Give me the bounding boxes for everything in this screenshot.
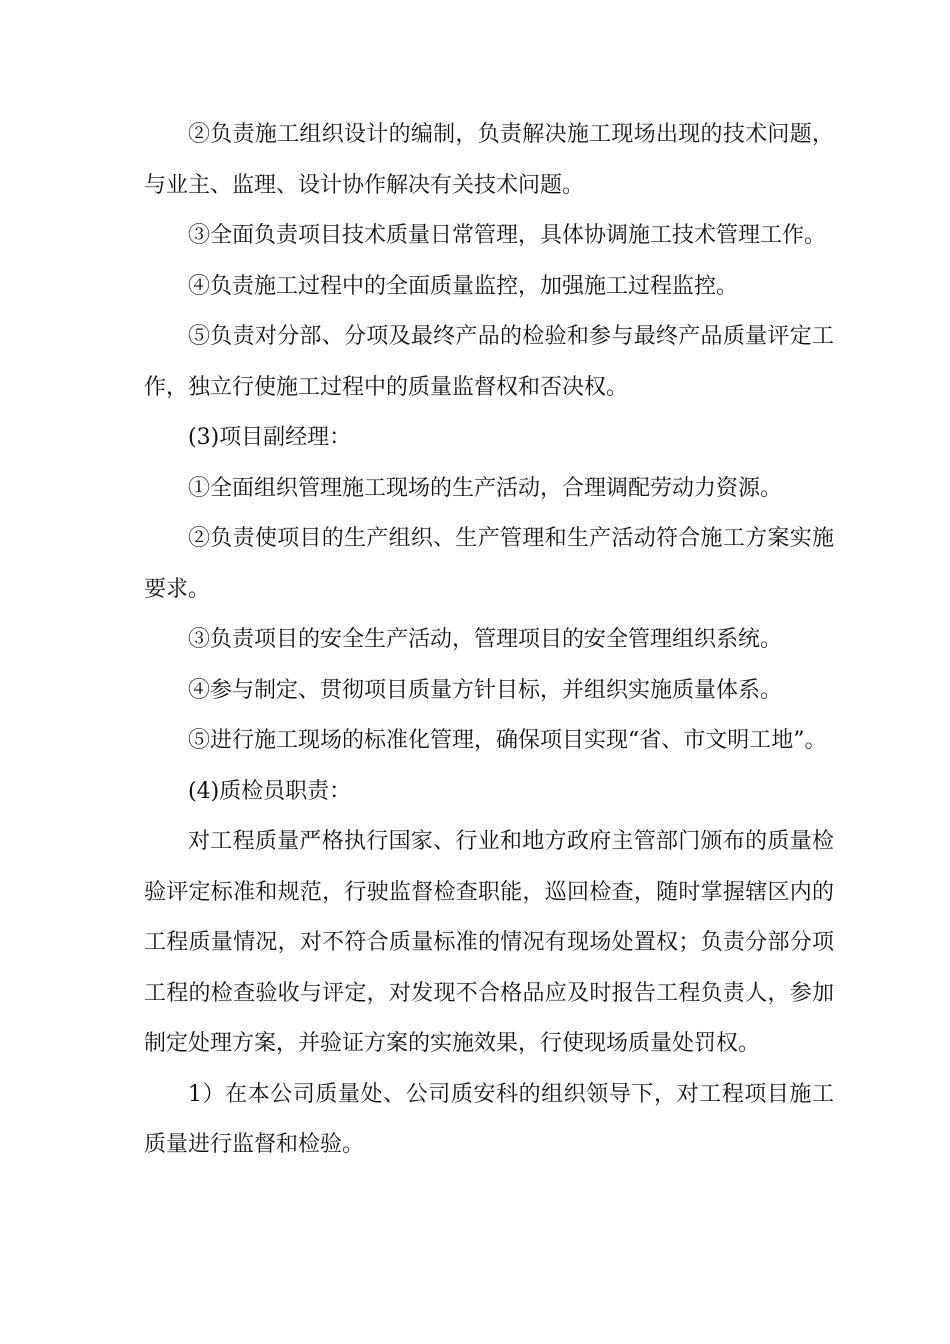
section-heading-quality-inspector: (4)质检员职责：	[188, 778, 352, 804]
paragraph-inspector-overview: 对工程质量严格执行国家、行业和地方政府主管部门颁布的质量检验评定标准和规范，行驶监督检查职能，巡回检查，随时掌握辖区内的工程质量情况，对不符合质量标准的情况有现场处置权；负责分部分项工程的检查验收与评定，对发现不合格品应及时报告工程负责人，参加制定处理方案，并验证方案的实施效果，行使现场质量处罚权。	[144, 829, 834, 1056]
paragraph-deputy-duty-3: ③负责项目的安全生产活动，管理项目的安全管理组织系统。	[188, 627, 783, 652]
document-body	[144, 110, 834, 1171]
paragraph-inspector-duty-1: 1）在本公司质量处、公司质安科的组织领导下，对工程项目施工质量进行监督和检验。	[144, 1081, 834, 1157]
paragraph-tech-lead-duty-3: ③全面负责项目技术质量日常管理，具体协调施工技术管理工作。	[188, 223, 827, 248]
paragraph-tech-lead-duty-2: ②负责施工组织设计的编制，负责解决施工现场出现的技术问题，与业主、监理、设计协作解决有关技术问题。	[144, 122, 834, 198]
paragraph-deputy-duty-5: ⑤进行施工现场的标准化管理，确保项目实现“省、市文明工地”。	[188, 728, 827, 753]
paragraph-tech-lead-duty-4: ④负责施工过程中的全面质量监控，加强施工过程监控。	[188, 273, 739, 299]
paragraph-deputy-duty-1: ①全面组织管理施工现场的生产活动，合理调配劳动力资源。	[188, 475, 783, 501]
paragraph-deputy-duty-4: ④参与制定、贯彻项目质量方针目标，并组织实施质量体系。	[188, 677, 783, 703]
paragraph-tech-lead-duty-5: ⑤负责对分部、分项及最终产品的检验和参与最终产品质量评定工作，独立行使施工过程中的质量监督权和否决权。	[144, 324, 834, 400]
section-heading-deputy-manager: (3)项目副经理：	[188, 425, 352, 450]
paragraph-deputy-duty-2: ②负责使项目的生产组织、生产管理和生产活动符合施工方案实施要求。	[144, 526, 834, 602]
